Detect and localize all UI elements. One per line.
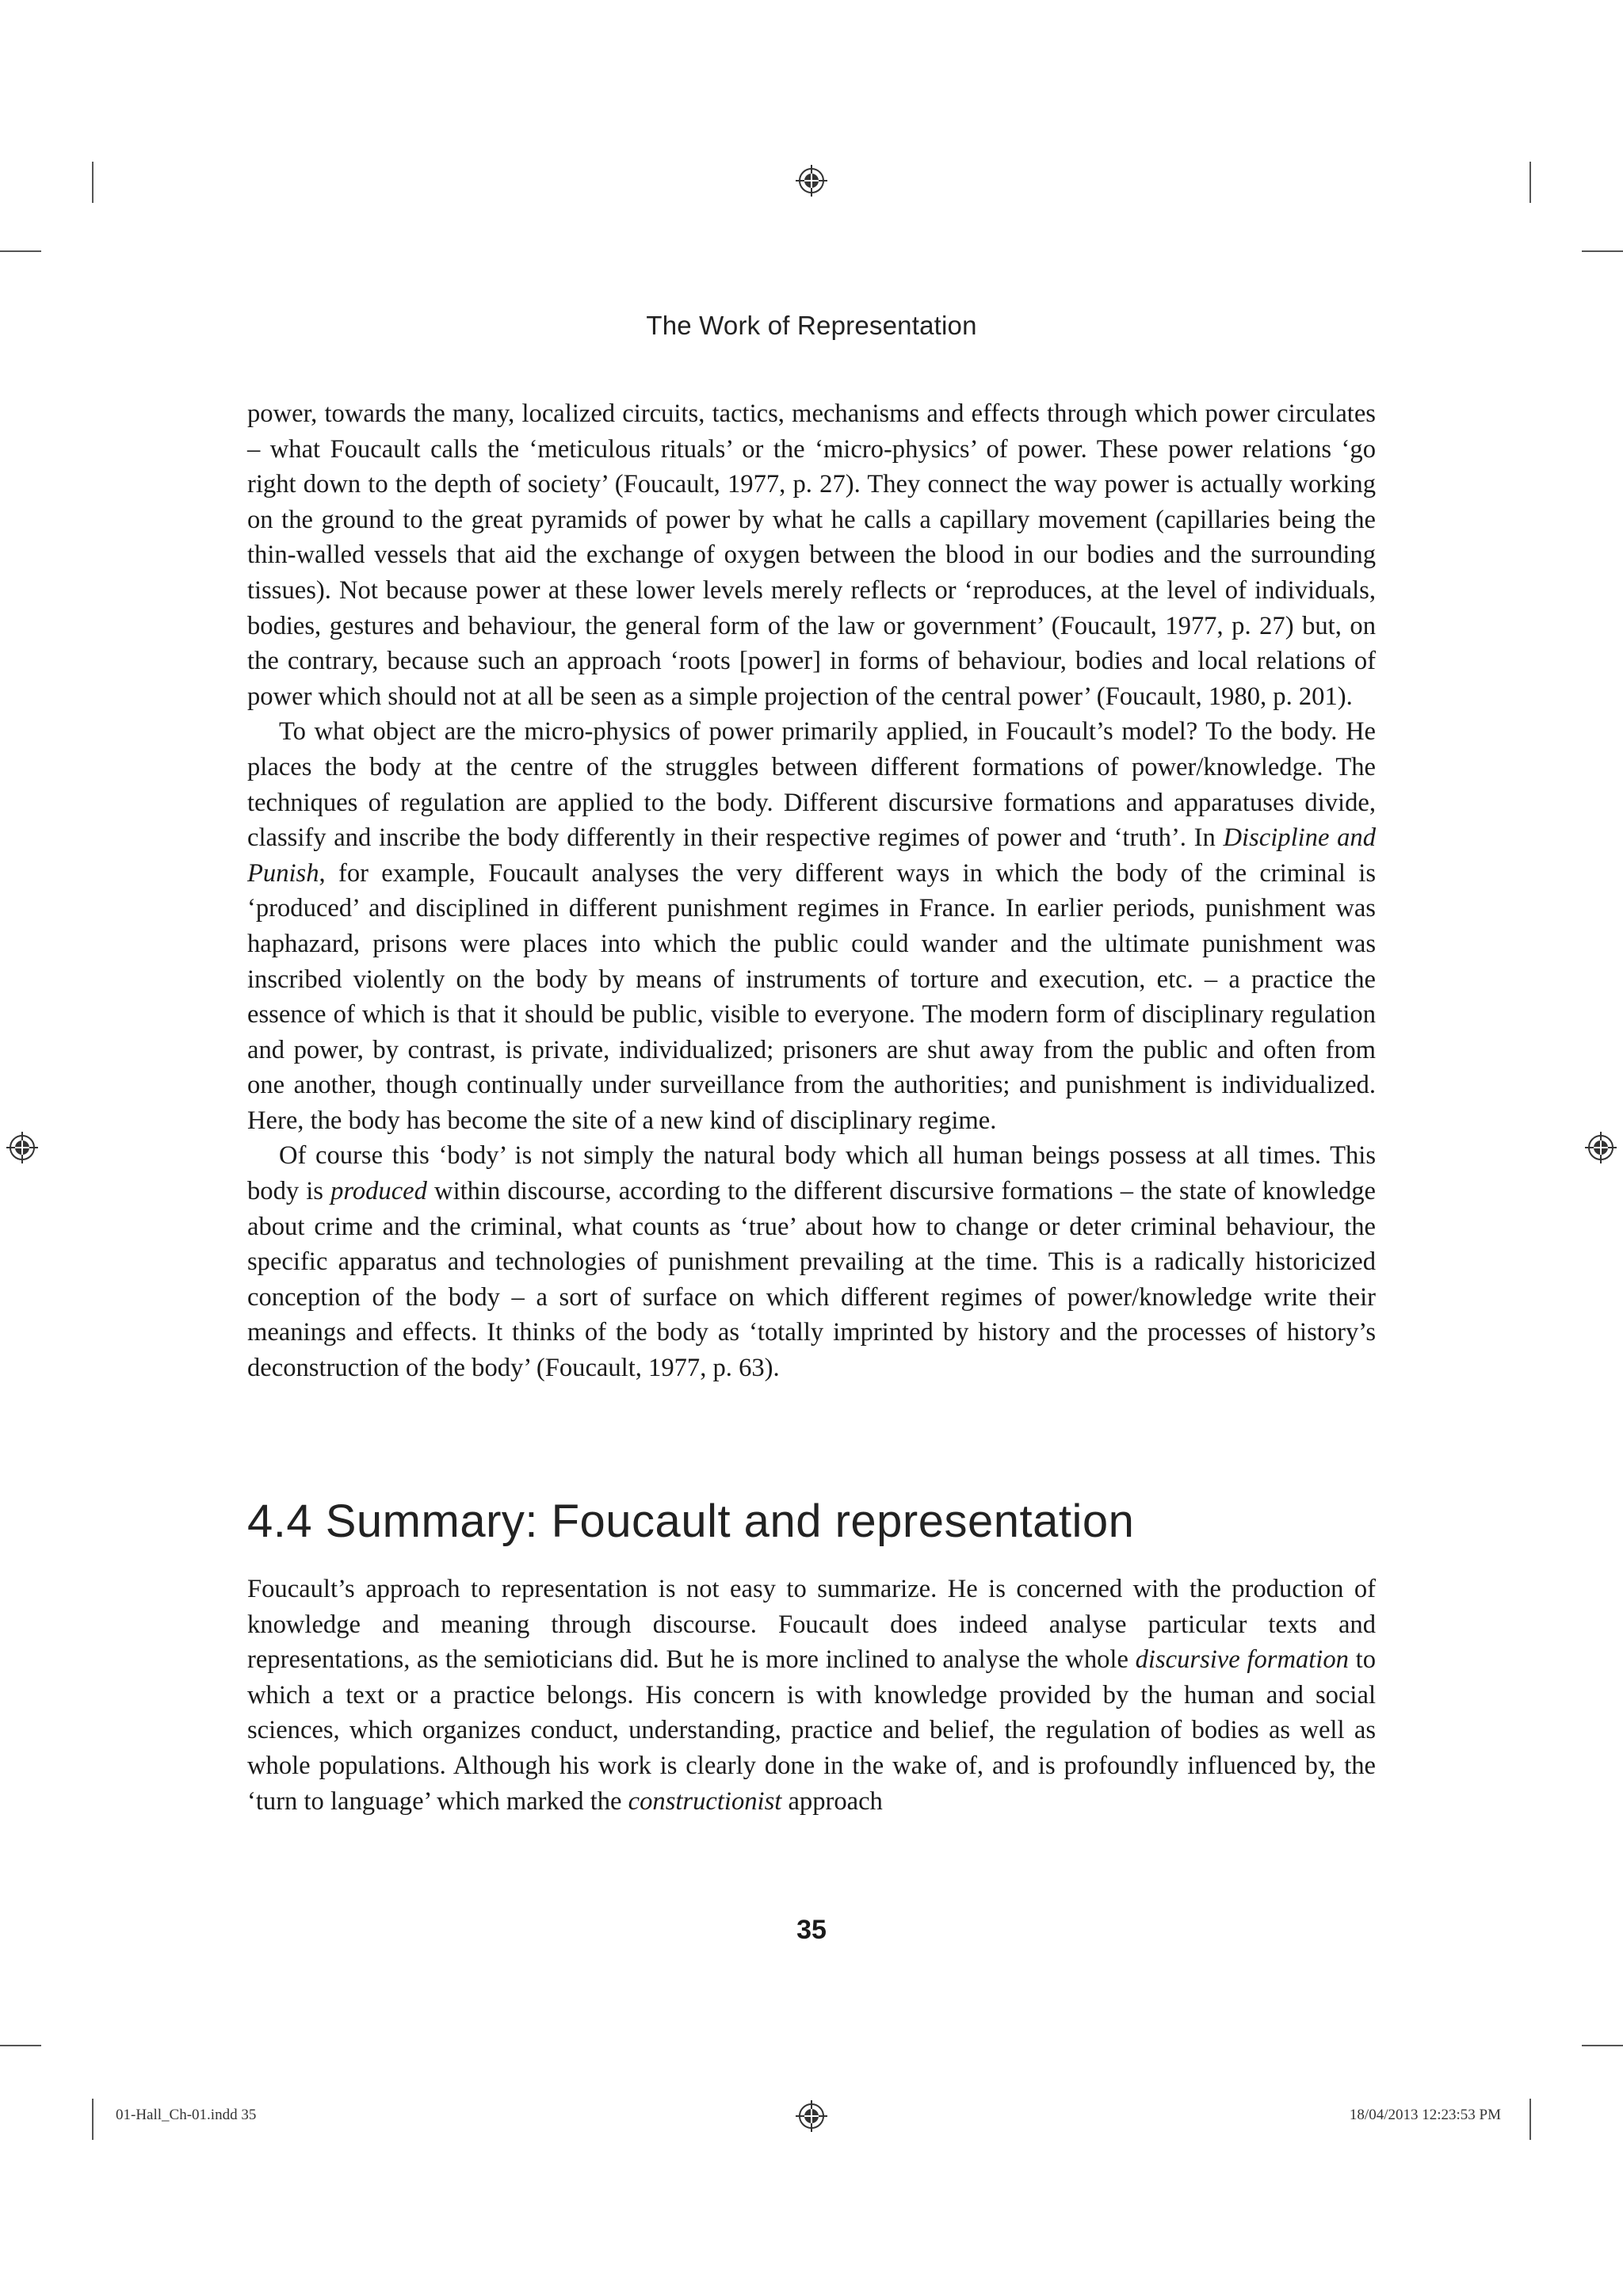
body-paragraph (247, 396, 1376, 714)
crop-mark (0, 250, 41, 252)
body-paragraph (247, 1138, 1376, 1385)
body-text-top (247, 396, 1376, 1386)
crop-mark (92, 162, 94, 203)
registration-mark-icon (1585, 1132, 1617, 1163)
italic-text: discursive formation (1135, 1645, 1349, 1675)
body-text-bottom (247, 1572, 1376, 1819)
registration-mark-icon (796, 165, 827, 197)
registration-mark-icon (6, 1132, 38, 1163)
running-head: The Work of Representation (646, 311, 977, 340)
body-paragraph (247, 714, 1376, 1138)
slug-right: 18/04/2013 12:23:53 PM (1349, 2107, 1501, 2123)
crop-mark (1582, 250, 1623, 252)
registration-mark-icon (796, 2100, 827, 2132)
crop-mark (1529, 2099, 1531, 2140)
crop-mark (0, 2045, 41, 2046)
crop-mark (1582, 2045, 1623, 2046)
page-number: 35 (796, 1915, 827, 1945)
text-run: To what object are the micro-physics of power primarily applied, in Foucault’s model? To the body. He places the body at the centre of the struggles between different formations of power/knowledge. The techniques of regulation are applied to the body. Different discursive formations and apparatuses divide, classify and inscribe the body differently in their respective regimes of power and ‘truth’. In (247, 717, 1376, 853)
section-heading: 4.4 Summary: Foucault and representation (247, 1496, 1135, 1547)
text-run: to which a text or a practice belongs. His concern is with knowledge provided by the human and social sciences, which organizes conduct, understanding, practice and belief, the regulation of bodies as well as whole populations. Although his work is clearly done in the wake of, and is profoundly influenced by, the ‘turn to language’ which marked the (247, 1645, 1376, 1816)
body-paragraph (247, 1572, 1376, 1819)
text-run: power, towards the many, localized circuits, tactics, mechanisms and effects through which power circulates – what Foucault calls the ‘meticulous rituals’ or the ‘micro-physics’ of power. These power relations ‘go right down to the depth of society’ (Foucault, 1977, p. 27). They connect the way power is actually working on the ground to the great pyramids of power by what he calls a capillary movement (capillaries being the thin-walled vessels that aid the exchange of oxygen between the blood in our bodies and the surrounding tissues). Not because power at these lower levels merely reflects or ‘reproduces, at the level of individuals, bodies, gestures and behaviour, the general form of the law or government’ (Foucault, 1977, p. 27) but, on the contrary, because such an approach ‘roots [power] in forms of behaviour, bodies and local relations of power which should not at all be seen as a simple projection of the central power’ (Foucault, 1980, p. 201). (247, 399, 1376, 711)
text-run: within discourse, according to the different discursive formations – the state of knowledge about crime and the criminal, what counts as ‘true’ about how to change or deter criminal behaviour, the specific apparatus and technologies of punishment prevailing at the time. This is a radically historicized conception of the body – a sort of surface on which different regimes of power/knowledge write their meanings and effects. It thinks of the body as ‘totally imprinted by history and the processes of history’s deconstruction of the body’ (Foucault, 1977, p. 63). (247, 1177, 1376, 1383)
italic-text: produced (330, 1177, 427, 1206)
slug-left: 01-Hall_Ch-01.indd 35 (116, 2107, 257, 2123)
text-run: Foucault’s approach to representation is not easy to summarize. He is concerned with the production of knowledge and meaning through discourse. Foucault does indeed analyse particular texts and representations, as the semioticians did. But he is more inclined to analyse the whole (247, 1575, 1376, 1675)
italic-text: Discipline and Punish (247, 823, 1377, 888)
text-run: Of course this ‘body’ is not simply the natural body which all human beings possess at all times. This body is (247, 1141, 1376, 1206)
crop-mark (92, 2099, 94, 2140)
italic-text: constructionist (628, 1786, 782, 1816)
text-run: , for example, Foucault analyses the very different ways in which the body of the criminal is ‘produced’ and disciplined in different punishment regimes in France. In earlier periods, punishment was haphazard, prisons were places into which the public could wander and the ultimate punishment was inscribed violently on the body by means of instruments of torture and execution, etc. – a practice the essence of which is that it should be public, visible to everyone. The modern form of disciplinary regulation and power, by contrast, is private, individualized; prisoners are shut away from the public and often from one another, though continually under surveillance from the authorities; and punishment is individualized. Here, the body has become the site of a new kind of disciplinary regime. (247, 858, 1376, 1135)
text-run: approach (781, 1786, 883, 1816)
crop-mark (1529, 162, 1531, 203)
